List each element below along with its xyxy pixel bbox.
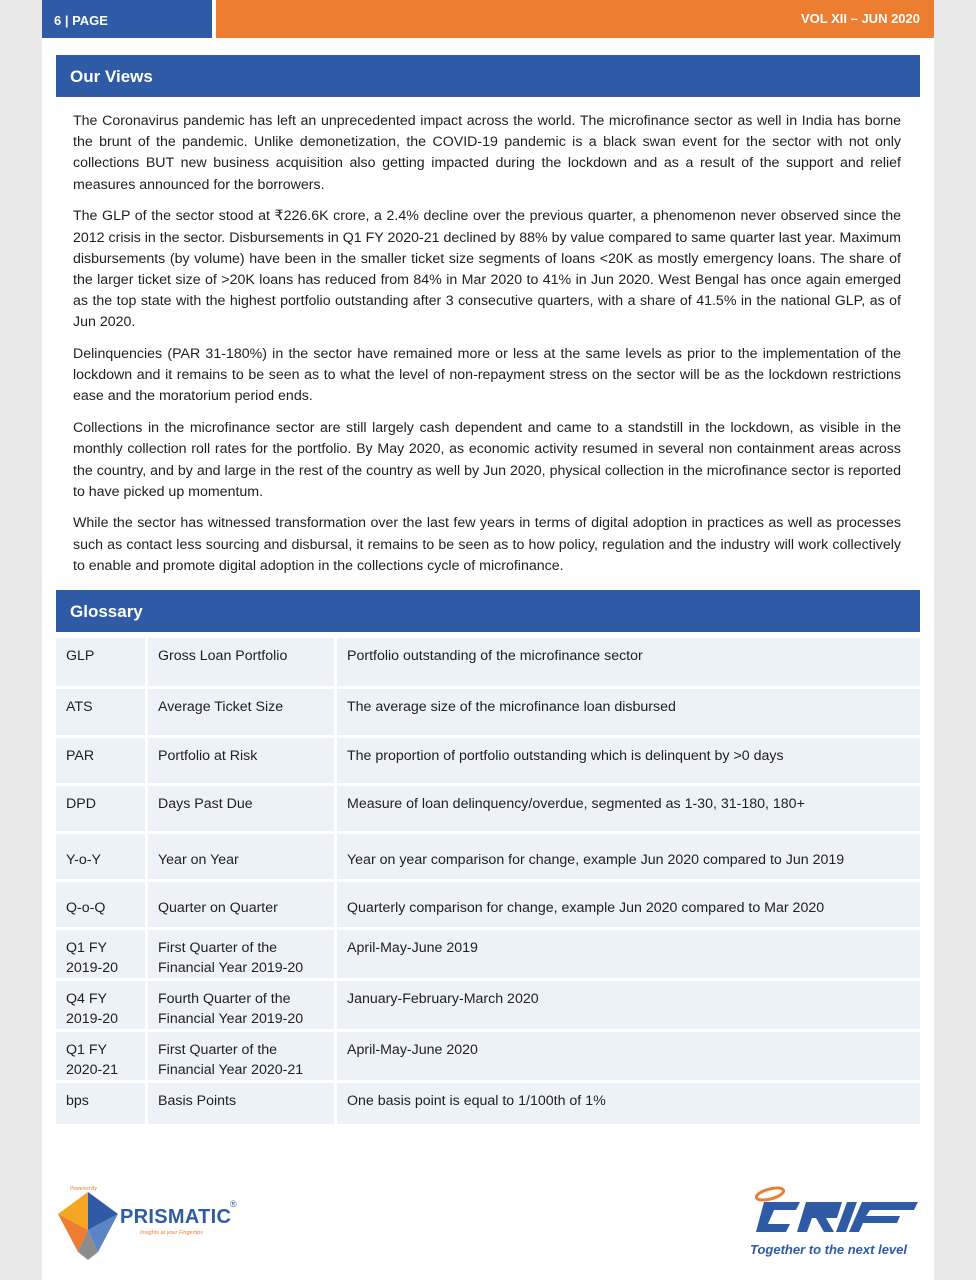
crif-tagline: Together to the next level [750,1242,907,1257]
views-paragraph: While the sector has witnessed transformation over the last few years in terms of digital adoption in practices as well as processes such as contact less sourcing and disbursal, it remains to be seen as to how policy, regulation and the industry will work collectively to enable and promote digital adoption in the collections cycle of microfinance. [73,515,901,574]
table-row [56,1081,920,1125]
glossary-definition: April-May-June 2020 [336,1030,921,1081]
crif-wordmark-icon [742,1180,922,1240]
volume-label: VOL XII – JUN 2020 [216,0,934,38]
glossary-term: Basis Points [147,1081,336,1125]
table-row [56,1030,920,1081]
prismatic-mark-icon [56,1190,120,1262]
glossary-term: Quarter on Quarter [147,880,336,928]
glossary-term: Year on Year [147,832,336,880]
glossary-definition: January-February-March 2020 [336,979,921,1030]
powered-by-label: Powered By [70,1186,97,1192]
table-row [56,784,920,832]
glossary-term: Days Past Due [147,784,336,832]
crif-logo [742,1180,926,1266]
table-row [56,979,920,1030]
glossary-definition: The average size of the microfinance loan disbursed [336,687,921,736]
our-views-heading: Our Views [56,55,920,97]
top-banner [42,0,934,38]
page-number: 6 | PAGE [42,0,212,38]
glossary-abbr: PAR [56,736,147,784]
glossary-definition: The proportion of portfolio outstanding which is delinquent by >0 days [336,736,921,784]
glossary-term: Portfolio at Risk [147,736,336,784]
prismatic-tagline: Insights at your Fingertips [140,1230,203,1236]
glossary-abbr: ATS [56,687,147,736]
views-paragraph: Collections in the microfinance sector are still largely cash dependent and came to a standstill in the lockdown, as visible in the monthly collection roll rates for the portfolio. By May 2020, as economic activity resumed in several non containment areas across the country, and by and large in the rest of the country as well by Jun 2020, physical collection in the microfinance sector is reported to have picked up momentum. [73,420,901,500]
glossary-definition: Measure of loan delinquency/overdue, segmented as 1-30, 31-180, 180+ [336,784,921,832]
table-row [56,880,920,928]
table-row [56,736,920,784]
registered-mark: ® [230,1199,237,1209]
glossary-abbr: Y-o-Y [56,832,147,880]
glossary-abbr: Q1 FY 2019-20 [56,928,147,979]
glossary-abbr: DPD [56,784,147,832]
glossary-definition: Quarterly comparison for change, example Jun 2020 compared to Mar 2020 [336,880,921,928]
glossary-term: Average Ticket Size [147,687,336,736]
glossary-definition: April-May-June 2019 [336,928,921,979]
glossary-term: Fourth Quarter of the Financial Year 2019-20 [147,979,336,1030]
glossary-definition: Portfolio outstanding of the microfinance sector [336,638,921,687]
report-page [42,0,934,1280]
glossary-table [56,638,920,1127]
views-paragraph: The GLP of the sector stood at ₹226.6K crore, a 2.4% decline over the previous quarter, a phenomenon never observed since the 2012 crisis in the sector. Disbursements in Q1 FY 2020-21 declined by 88% by value compared to same quarter last year. Maximum disbursements (by volume) have been in the smaller ticket size segments of loans <20K as mostly emergency loans. The share of the larger ticket size of >20K loans has reduced from 84% in Mar 2020 to 41% in Jun 2020. West Bengal has once again emerged as the top state with the highest portfolio outstanding after 3 consecutive quarters, with a share of 41.5% in the national GLP, as of Jun 2020. [73,208,901,331]
our-views-body [73,111,901,588]
views-paragraph: Delinquencies (PAR 31-180%) in the sector have remained more or less at the same levels as prior to the implementation of the lockdown and it remains to be seen as to what the level of non-repayment stress on the sector will be as the lockdown restrictions ease and the moratorium period ends. [73,346,901,405]
glossary-definition: Year on year comparison for change, example Jun 2020 compared to Jun 2019 [336,832,921,880]
table-row [56,687,920,736]
prismatic-wordmark: PRISMATIC [120,1206,232,1228]
glossary-abbr: bps [56,1081,147,1125]
prismatic-logo [56,1182,256,1262]
table-row [56,928,920,979]
glossary-heading: Glossary [56,590,920,632]
glossary-abbr: Q4 FY 2019-20 [56,979,147,1030]
glossary-term: First Quarter of the Financial Year 2020-21 [147,1030,336,1081]
glossary-term: First Quarter of the Financial Year 2019-20 [147,928,336,979]
views-paragraph: The Coronavirus pandemic has left an unprecedented impact across the world. The microfinance sector as well in India has borne the brunt of the pandemic. Unlike demonetization, the COVID-19 pandemic is a black swan event for the sector with not only collections BUT new business acquisition also getting impacted during the lockdown and as a result of the support and relief measures announced for the borrowers. [73,113,901,193]
table-row [56,832,920,880]
glossary-abbr: Q1 FY 2020-21 [56,1030,147,1081]
table-row [56,638,920,687]
glossary-definition: One basis point is equal to 1/100th of 1% [336,1081,921,1125]
glossary-term: Gross Loan Portfolio [147,638,336,687]
glossary-abbr: GLP [56,638,147,687]
glossary-abbr: Q-o-Q [56,880,147,928]
